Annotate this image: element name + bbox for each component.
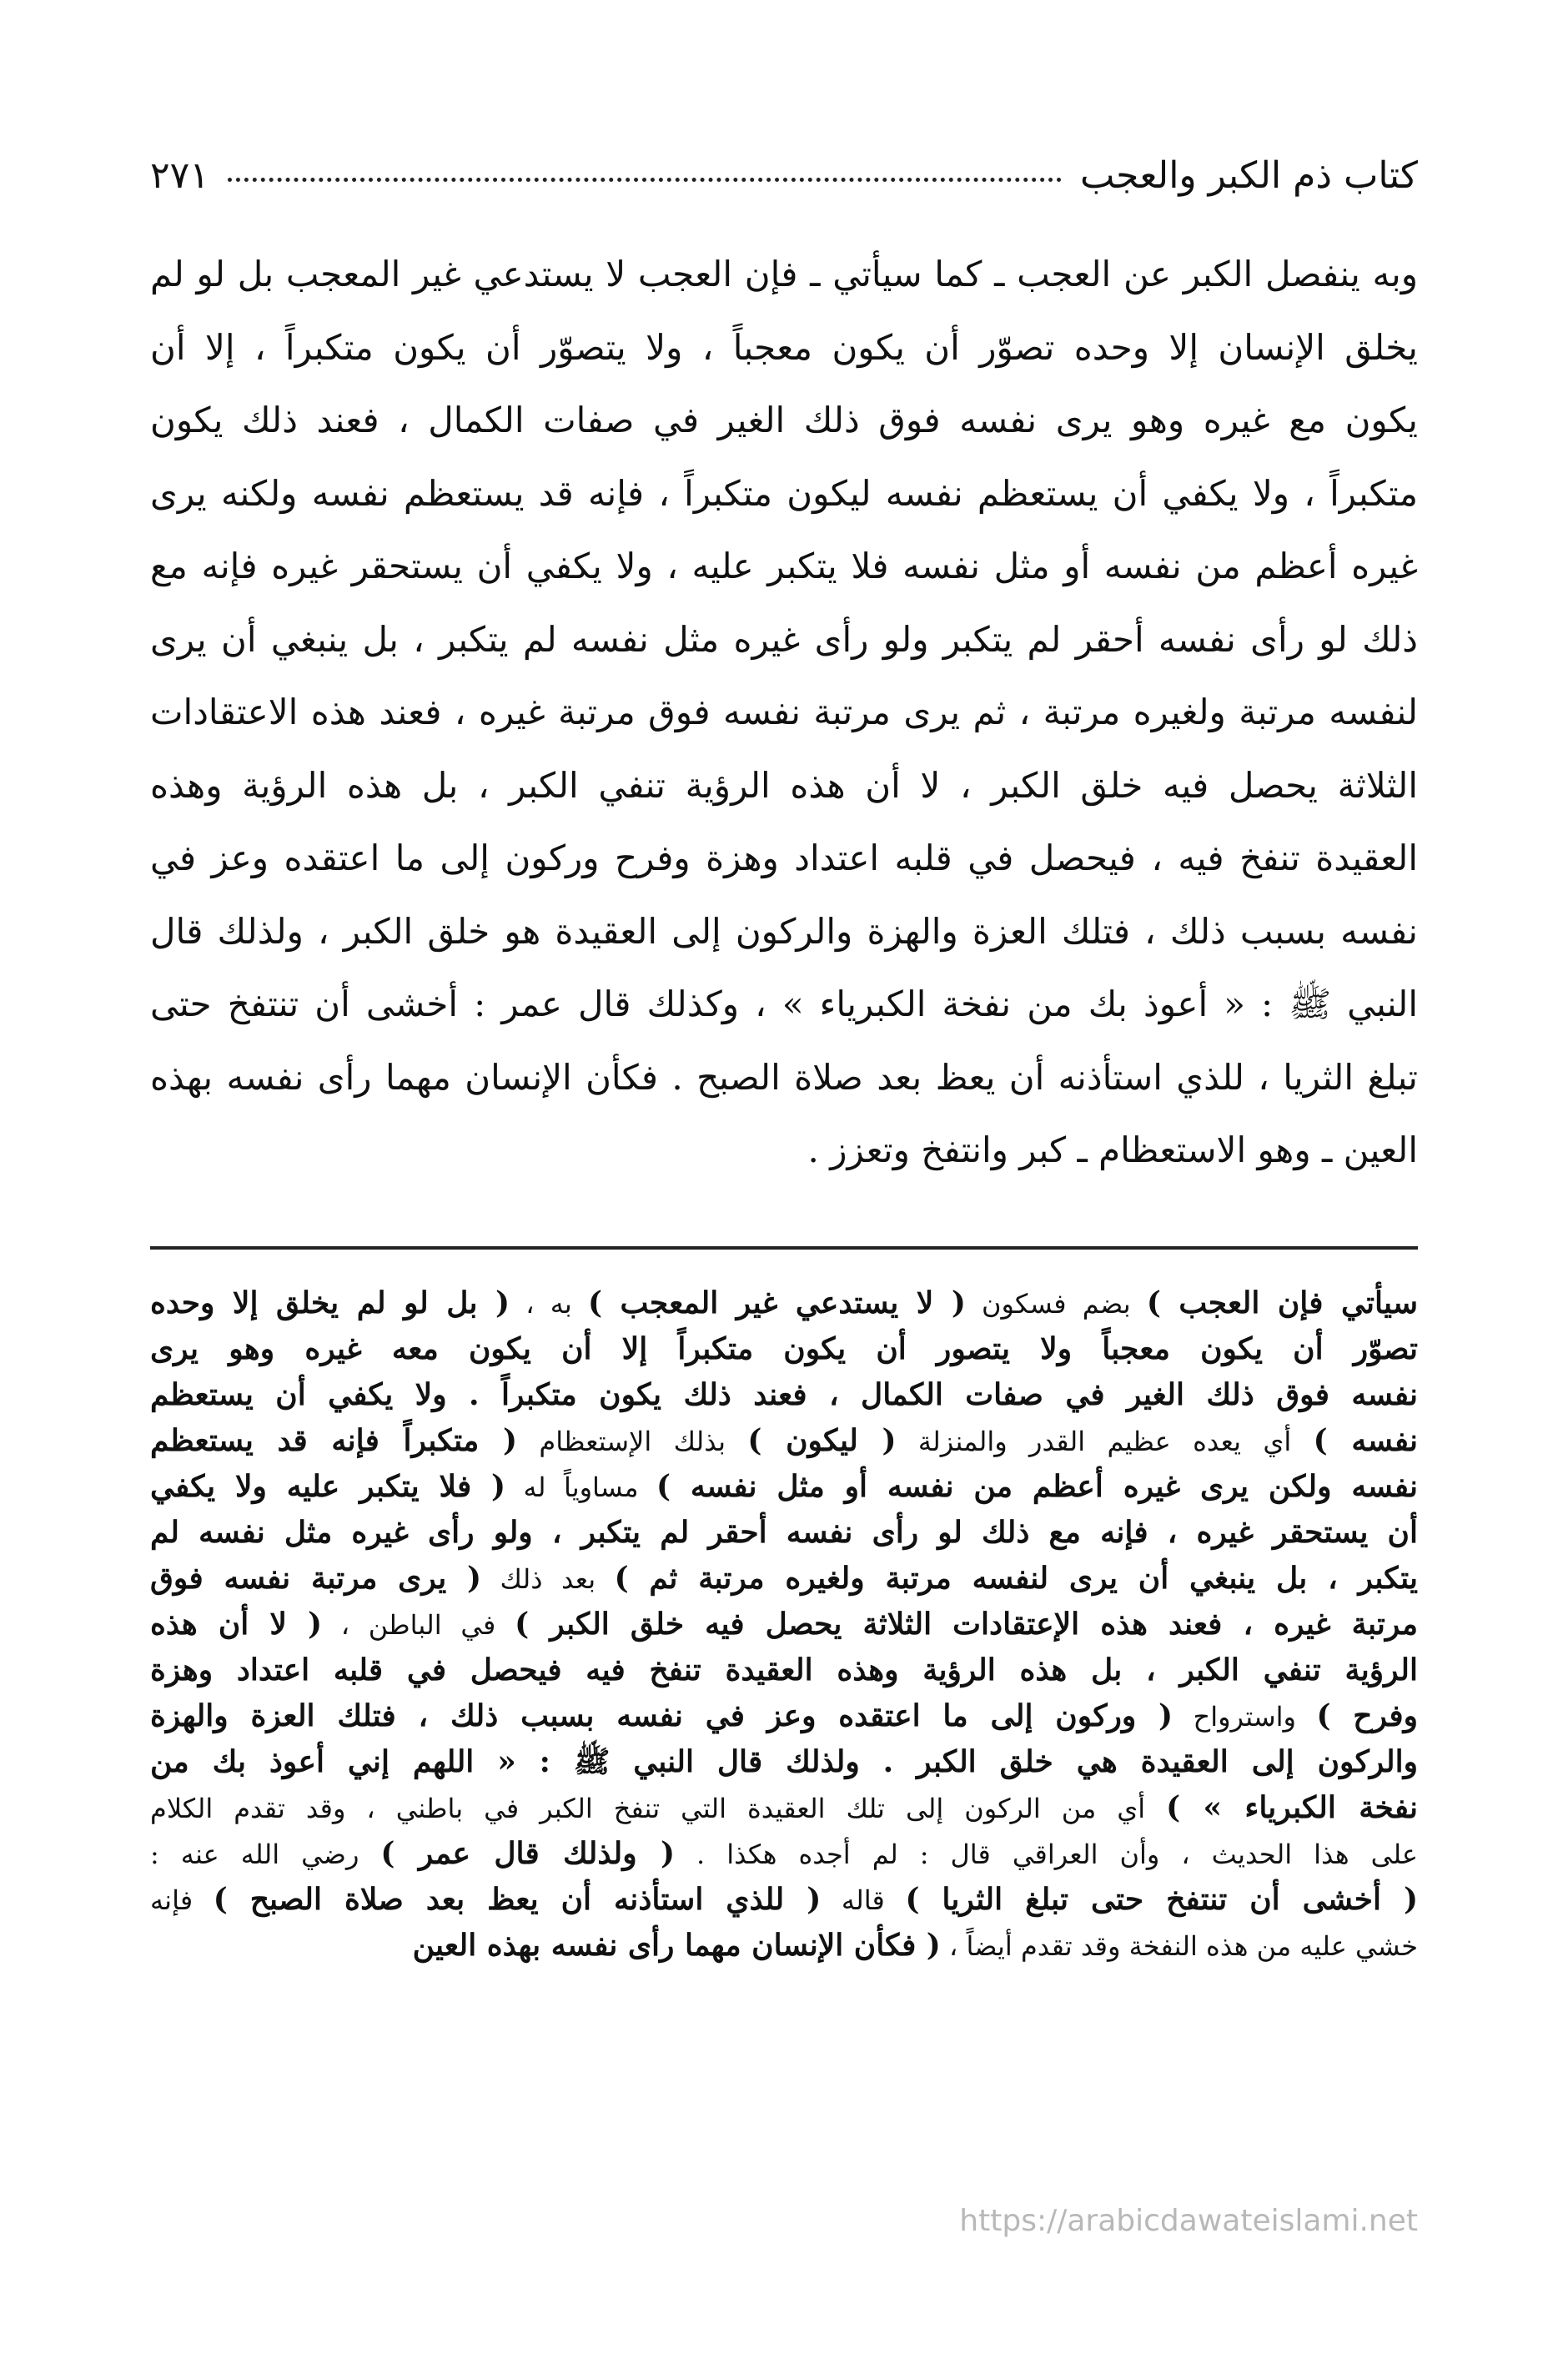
matn-quote: ( ليكون ) [747,1423,897,1458]
matn-quote: ( يرى مرتبة نفسه فوق [150,1561,482,1596]
main-text-line: غيره أعظم من نفسه أو مثل نفسه فلا يتكبر عليه ، ولا يكفي أن يستحقر غيره فإنه مع [150,546,1418,586]
matn-quote: ( وركون إلى ما اعتقده وعز في نفسه بسبب ذلك ، فتلك العزة والهزة [150,1698,1173,1733]
matn-quote: نفسه فوق ذلك الغير في صفات الكمال ، فعند ذلك يكون متكبراً . ولا يكفي أن يستعظم [150,1377,1418,1412]
matn-quote: ( بل لو لم يخلق إلا وحده [150,1285,510,1320]
matn-quote: تصوّر أن يكون معجباً ولا يتصور أن يكون متكبراً إلا أن يكون معه غيره وهو يرى [150,1331,1418,1366]
sharh-text: فإنه [150,1884,214,1916]
matn-quote: مرتبة غيره ، فعند هذه الإعتقادات الثلاثة يحصل فيه خلق الكبر ) [515,1607,1418,1642]
main-text-line: متكبراً ، ولا يكفي أن يستعظم نفسه ليكون متكبراً ، فإنه قد يستعظم نفسه ولكنه يرى [150,472,1418,514]
commentary-line [150,1923,1418,1969]
matn-quote: وفرح ) [1316,1698,1418,1733]
chapter-title: كتاب ذم الكبر والعجب [1079,153,1418,197]
sharh-text: رضي الله عنه : [150,1838,381,1870]
matn-quote: ( للذي استأذنه أن يعظ بعد صلاة الصبح ) [213,1882,822,1917]
sharh-text: به ، [510,1288,588,1320]
main-text [150,238,1418,1187]
matn-quote: نفخة الكبرياء » ) [1166,1790,1418,1825]
commentary-line [150,1510,1418,1556]
commentary-line [150,1602,1418,1647]
commentary-line [150,1326,1418,1372]
main-text-line: تبلغ الثريا ، للذي استأذنه أن يعظ بعد صلاة الصبح . فكأن الإنسان مهما رأى نفسه بهذه [150,1056,1418,1098]
sharh-text: مساوياً له [505,1471,656,1503]
commentary-line [150,1785,1418,1831]
main-text-line: لنفسه مرتبة ولغيره مرتبة ، ثم يرى مرتبة نفسه فوق مرتبة غيره ، فعند هذه الاعتقادات [150,692,1418,732]
main-text-line: يكون مع غيره وهو يرى نفسه فوق ذلك الغير في صفات الكمال ، فعند ذلك يكون [150,400,1418,440]
commentary-line [150,1739,1418,1785]
main-text-line: ذلك لو رأى نفسه أحقر لم يتكبر ولو رأى غيره مثل نفسه لم يتكبر ، بل ينبغي أن يرى [150,618,1418,660]
matn-quote: ( ولذلك قال عمر ) [380,1836,676,1871]
commentary-line [150,1464,1418,1510]
commentary-line [150,1877,1418,1923]
page-number: ٢٧١ [150,153,209,197]
commentary-line [150,1418,1418,1464]
matn-quote: ( لا يستدعي غير المعجب ) [587,1285,966,1320]
commentary-text [150,1280,1418,1969]
sharh-text: واسترواح [1173,1701,1317,1733]
matn-quote: ( فلا يتكبر عليه ولا يكفي [150,1469,506,1504]
main-text-line: العين ـ وهو الاستعظام ـ كبر وانتفخ وتعزز . [807,1129,1418,1170]
matn-quote: ( متكبراً فإنه قد يستعظم [150,1423,518,1458]
commentary-line [150,1556,1418,1602]
sharh-text: بعد ذلك [481,1563,615,1595]
main-text-line: العقيدة تنفخ فيه ، فيحصل في قلبه اعتداد وهزة وفرح وركون إلى ما اعتقده وعز في [150,837,1418,878]
main-text-line: النبي ﷺ : « أعوذ بك من نفخة الكبرياء » ، وكذلك قال عمر : أخشى أن تنتفخ حتى [150,983,1418,1024]
commentary-line [150,1831,1418,1877]
sharh-text: على هذا الحديث ، وأن العراقي قال : لم أجده هكذا . [675,1838,1418,1870]
main-text-line: نفسه بسبب ذلك ، فتلك العزة والهزة والركون إلى العقيدة هو خلق الكبر ، ولذلك قال [150,910,1418,952]
commentary-line [150,1372,1418,1418]
matn-quote: سيأتي فإن العجب ) [1146,1285,1418,1320]
watermark-url: https://arabicdawateislami.net [959,2204,1418,2238]
matn-quote: يتكبر ، بل ينبغي أن يرى لنفسه مرتبة ولغيره مرتبة ثم ) [614,1561,1418,1596]
matn-quote: نفسه ) [1313,1423,1418,1458]
matn-quote: والركون إلى العقيدة هي خلق الكبر . ولذلك قال النبي ﷺ : « اللهم إني أعوذ بك من [150,1744,1418,1779]
sharh-text: قاله [821,1884,906,1916]
sharh-text: بضم فسكون [965,1288,1147,1320]
commentary-line [150,1280,1418,1326]
main-text-line: وبه ينفصل الكبر عن العجب ـ كما سيأتي ـ فإن العجب لا يستدعي غير المعجب بل لو لم [150,254,1418,294]
matn-quote: ( فكأن الإنسان مهما رأى نفسه بهذه العين [412,1928,941,1963]
sharh-text: بذلك الإستعظام [517,1426,748,1457]
main-text-line: الثلاثة يحصل فيه خلق الكبر ، لا أن هذه الرؤية تنفي الكبر ، بل هذه الرؤية وهذه [150,764,1418,806]
matn-quote: أن يستحقر غيره ، فإنه مع ذلك لو رأى نفسه أحقر لم يتكبر ، ولو رأى غيره مثل نفسه لم [150,1515,1418,1550]
footnote-divider [150,1246,1418,1250]
matn-quote: نفسه ولكن يرى غيره أعظم من نفسه أو مثل نفسه ) [656,1469,1418,1504]
sharh-text: خشي عليه من هذه النفخة وقد تقدم أيضاً ، [940,1930,1418,1962]
sharh-text: أي من الركون إلى تلك العقيدة التي تنفخ الكبر في باطني ، وقد تقدم الكلام [150,1793,1167,1824]
running-header [150,146,1418,204]
main-text-line: يخلق الإنسان إلا وحده تصوّر أن يكون معجباً ، ولا يتصوّر أن يكون متكبراً ، إلا أن [150,326,1418,368]
matn-quote: ( لا أن هذه [150,1607,323,1642]
matn-quote: الرؤية تنفي الكبر ، بل هذه الرؤية وهذه العقيدة تنفخ فيه فيحصل في قلبه اعتداد وهزة [150,1652,1418,1687]
sharh-text: في الباطن ، [322,1609,515,1641]
sharh-text: أي يعده عظيم القدر والمنزلة [896,1426,1314,1457]
commentary-line [150,1647,1418,1693]
matn-quote: ( أخشى أن تنتفخ حتى تبلغ الثريا ) [905,1882,1418,1917]
commentary-line [150,1693,1418,1739]
leader-dots [228,169,1062,182]
